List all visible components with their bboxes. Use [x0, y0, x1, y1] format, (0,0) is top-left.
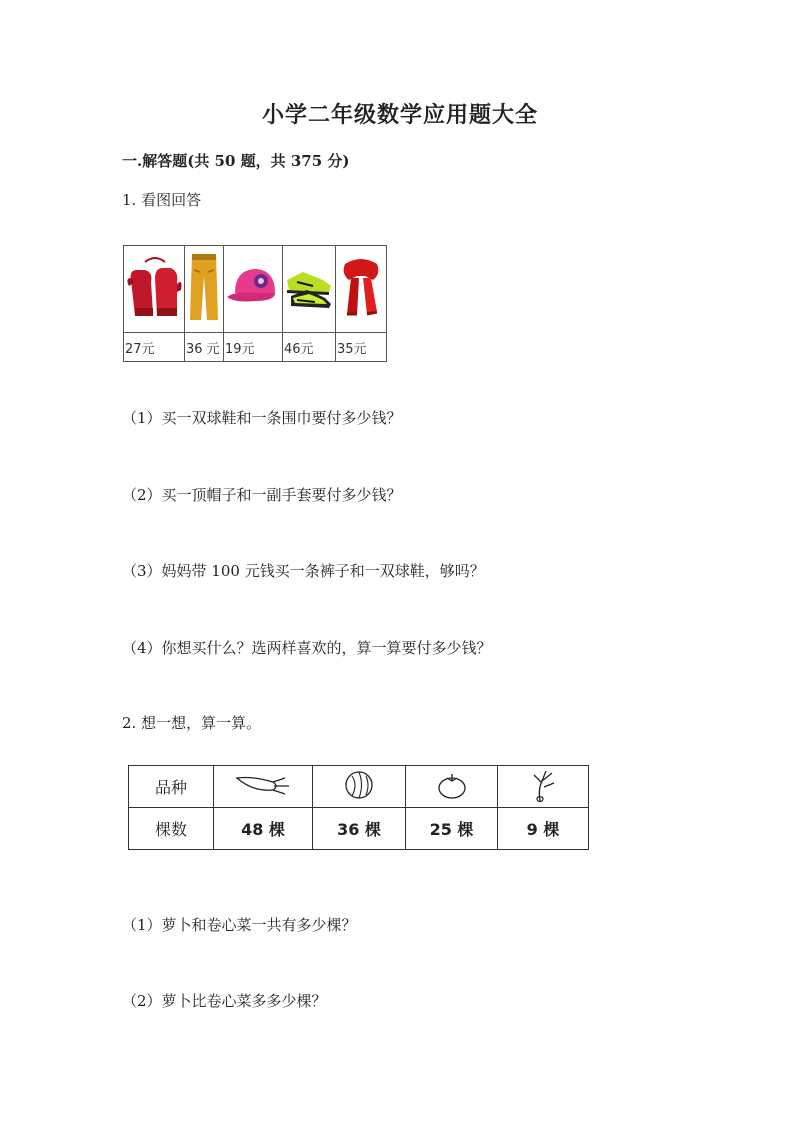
- cap-cell: [224, 246, 283, 333]
- price-label: 46元: [283, 333, 336, 362]
- section-heading: 一.解答题(共 50 题，共 375 分): [122, 152, 350, 170]
- vegetable-count-table: [128, 765, 589, 850]
- count-value: 25 棵: [406, 808, 498, 850]
- cabbage-cell: [313, 766, 406, 808]
- page-title: 小学二年级数学应用题大全: [261, 102, 538, 128]
- tomato-icon: [435, 768, 469, 802]
- count-value: 36 棵: [313, 808, 406, 850]
- question-1-sub-4: （4）你想买什么？选两样喜欢的，算一算要付多少钱？: [122, 639, 492, 657]
- mittens-cell: [124, 246, 185, 333]
- mittens-icon: [125, 252, 183, 322]
- price-picture-table: [123, 245, 387, 362]
- cap-icon: [225, 257, 281, 317]
- price-label: 19元: [224, 333, 283, 362]
- sneakers-icon: [283, 262, 335, 312]
- sneakers-cell: [283, 246, 336, 333]
- question-1-sub-2: （2）买一顶帽子和一副手套要付多少钱？: [122, 486, 402, 504]
- count-value: 9 棵: [498, 808, 589, 850]
- scarf-icon: [337, 252, 385, 322]
- question-1-heading: 1. 看图回答: [122, 191, 202, 209]
- trousers-cell: [185, 246, 224, 333]
- price-label: 27元: [124, 333, 185, 362]
- question-2-sub-2: （2）萝卜比卷心菜多多少棵？: [122, 992, 327, 1010]
- price-label: 35元: [336, 333, 387, 362]
- row-label-variety: 品种: [129, 766, 214, 808]
- cabbage-icon: [342, 768, 376, 802]
- price-label: 36 元: [185, 333, 224, 362]
- question-1-sub-3: （3）妈妈带 100 元钱买一条裤子和一双球鞋，够吗？: [122, 562, 485, 580]
- question-1-sub-1: （1）买一双球鞋和一条围巾要付多少钱？: [122, 409, 402, 427]
- scarf-cell: [336, 246, 387, 333]
- row-label-count: 棵数: [129, 808, 214, 850]
- question-2-sub-1: （1）萝卜和卷心菜一共有多少棵？: [122, 916, 357, 934]
- carrot-icon: [233, 770, 293, 800]
- scallion-icon: [526, 767, 560, 803]
- trousers-icon: [186, 250, 222, 324]
- carrot-cell: [214, 766, 313, 808]
- count-value: 48 棵: [214, 808, 313, 850]
- scallion-cell: [498, 766, 589, 808]
- question-2-heading: 2. 想一想，算一算。: [122, 714, 262, 732]
- tomato-cell: [406, 766, 498, 808]
